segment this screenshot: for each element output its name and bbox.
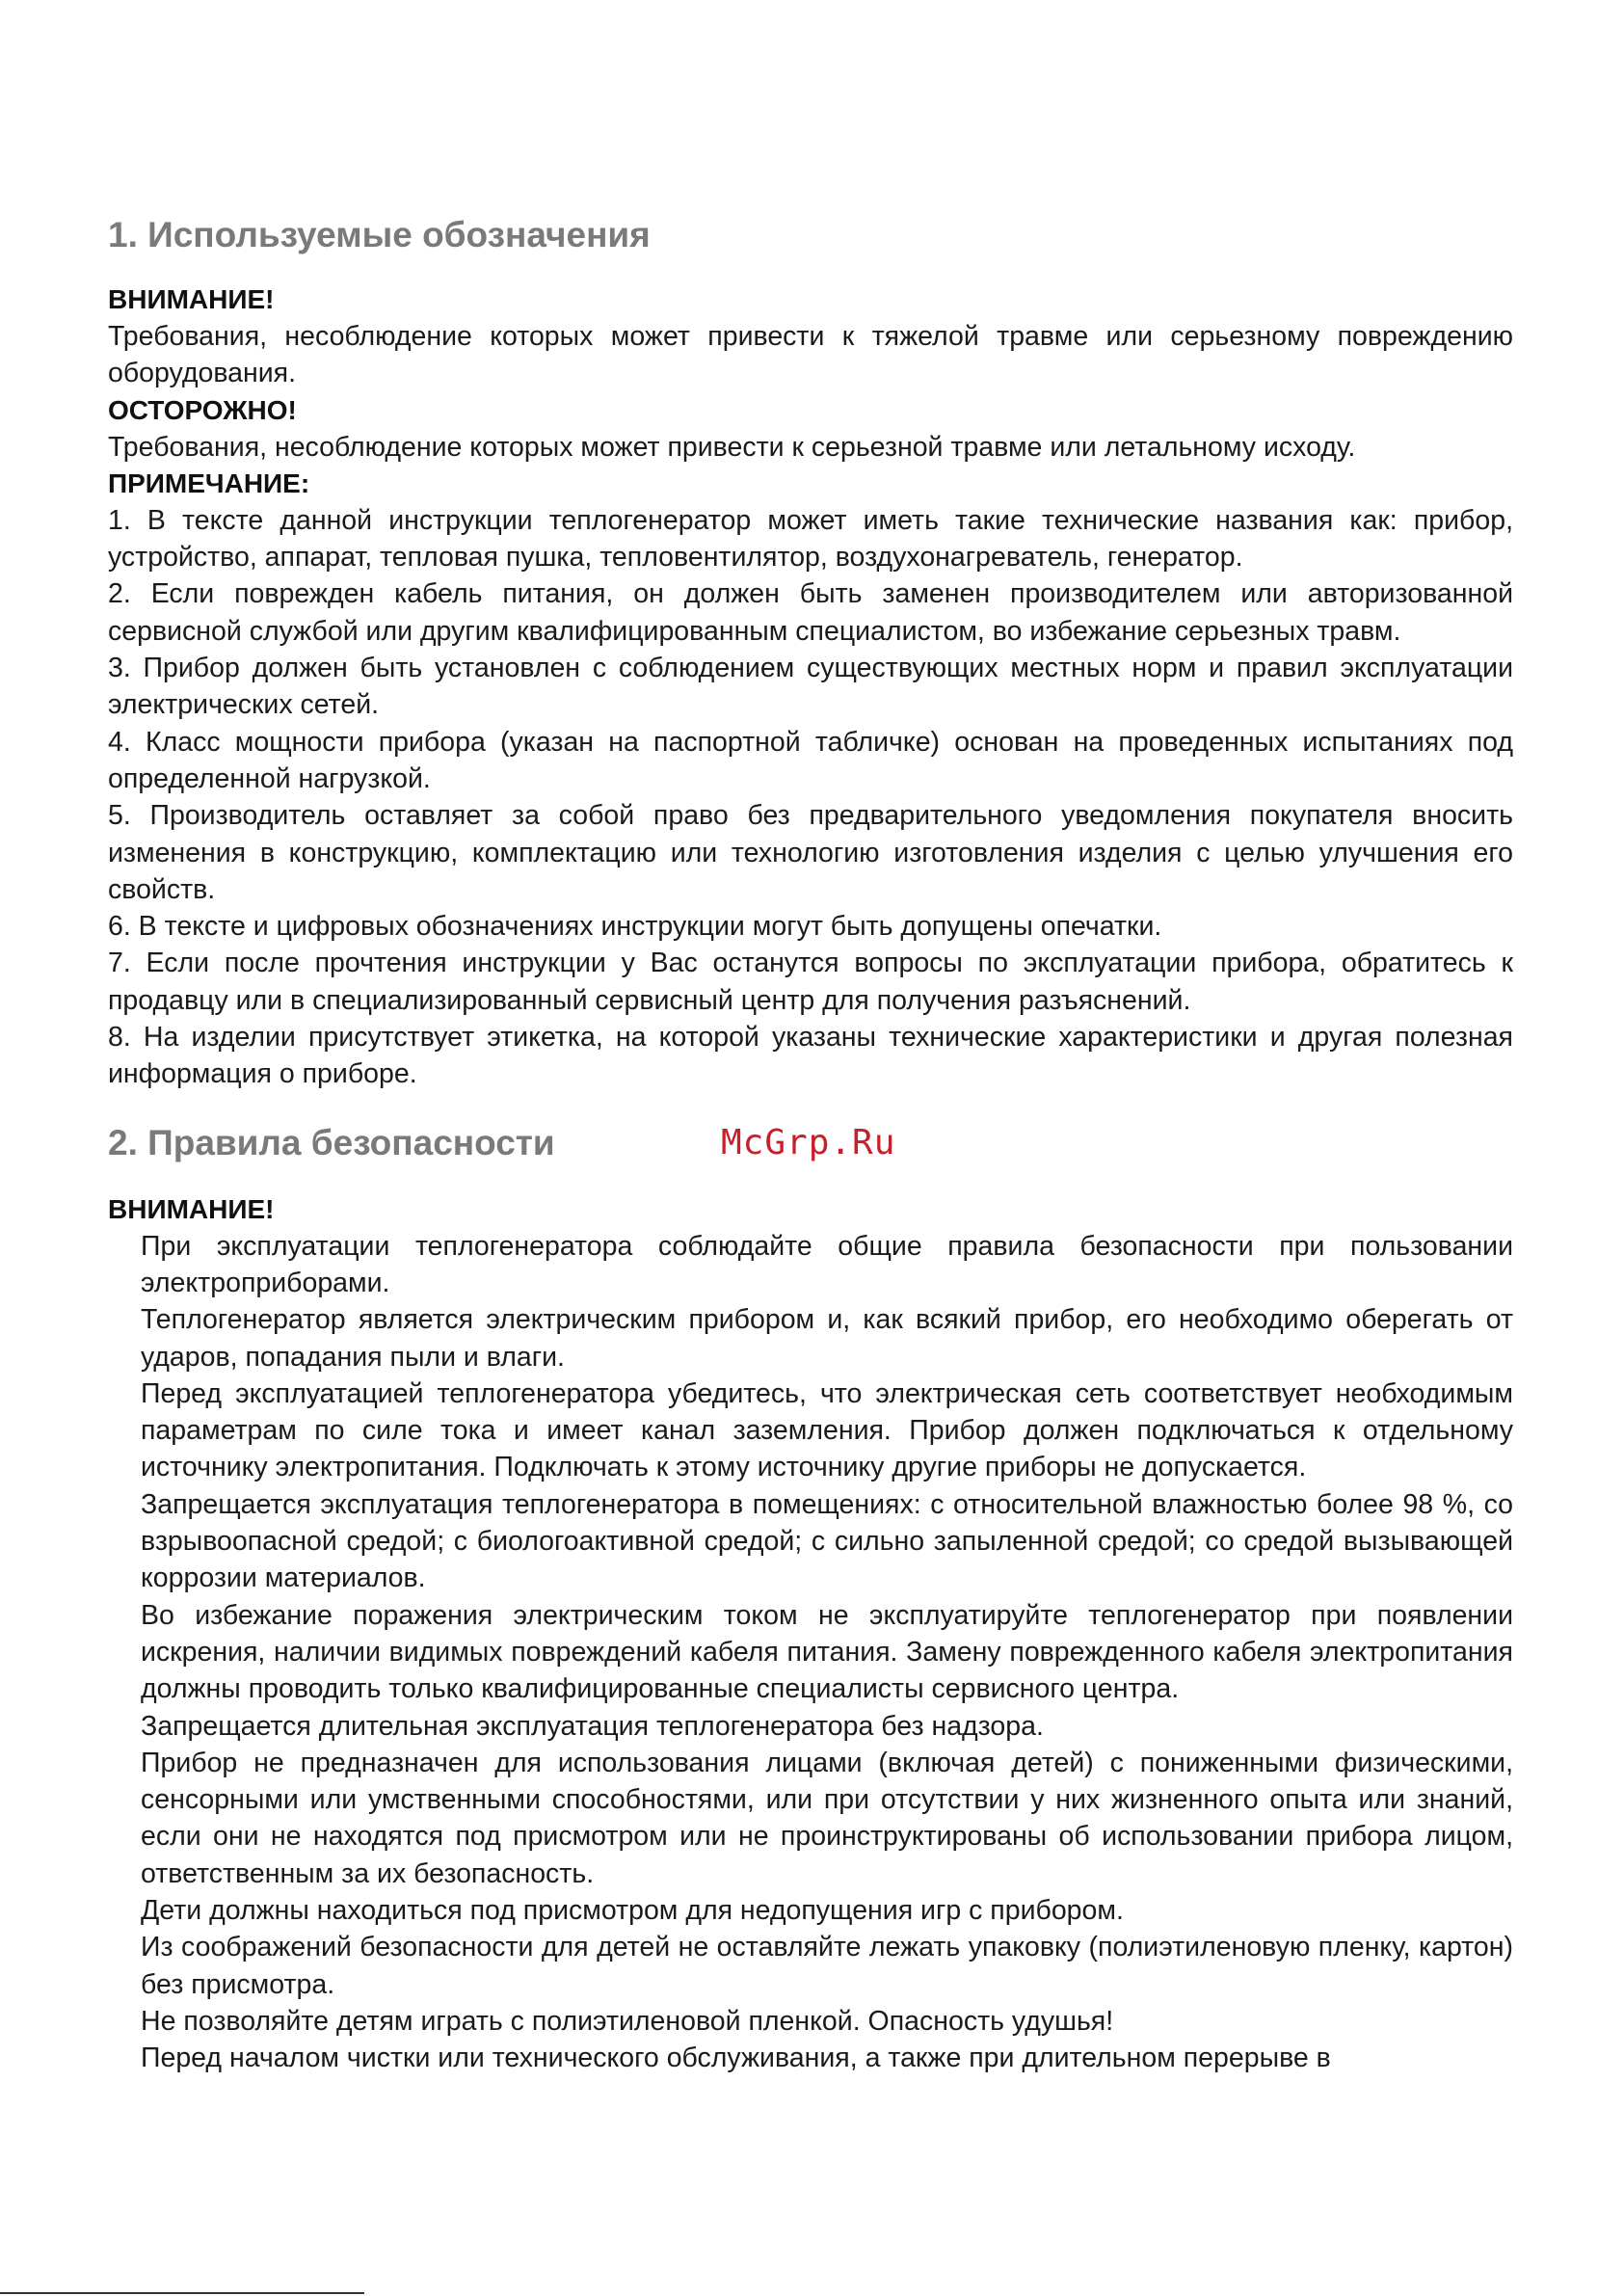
note-item: 8. На изделии присутствует этикетка, на которой указаны технические характеристики и другая полезная информация о приборе. bbox=[108, 1022, 1513, 1090]
notes-list bbox=[108, 502, 1513, 1093]
note-item: 5. Производитель оставляет за собой право без предварительного уведомления покупателя вносить изменения в конструкцию, комплектацию или технологию изготовления изделия с целью улучшения его свойств. bbox=[108, 800, 1513, 905]
safety-rules-list bbox=[108, 1228, 1513, 2077]
safety-rule: Дети должны находиться под присмотром для недопущения игр с прибором. bbox=[141, 1894, 1124, 1926]
warning-label: ВНИМАНИЕ! bbox=[108, 284, 275, 314]
note-label: ПРИМЕЧАНИЕ: bbox=[108, 467, 310, 498]
safety-rule: Прибор не предназначен для использования лицами (включая детей) с пониженными физическими, сенсорными или умственными способностями, или при отсутствии у них жизненного опыта или знаний, если они не находятся под присмотром или не проинструктированы об использовании прибора лицом, ответственным за их безопасность. bbox=[141, 1747, 1513, 1889]
section-title-safety-rules: 2. Правила безопасности bbox=[108, 1122, 555, 1162]
note-item: 7. Если после прочтения инструкции у Вас останутся вопросы по эксплуатации прибора, обратитесь к продавцу или в специализированный сервисный центр для получения разъяснений. bbox=[108, 948, 1513, 1016]
section-title-designations: 1. Используемые обозначения bbox=[108, 215, 651, 254]
note-item: 6. В тексте и цифровых обозначениях инструкции могут быть допущены опечатки. bbox=[108, 911, 1162, 943]
note-item: 2. Если поврежден кабель питания, он должен быть заменен производителем или авторизованной сервисной службой или другим квалифицированным специалистом, во избежание серьезных травм. bbox=[108, 578, 1513, 647]
safety-rule: Перед эксплуатацией теплогенератора убедитесь, что электрическая сеть соответствует необходимым параметрам по силе тока и имеет канал заземления. Прибор должен подключаться к отдельному источнику электропитания. Подключать к этому источнику другие приборы не допускается. bbox=[141, 1377, 1513, 1483]
safety-rule: Перед началом чистки или технического обслуживания, а также при длительном перерыве в bbox=[141, 2042, 1331, 2074]
caution-text: Требования, несоблюдение которых может привести к серьезной травме или летальному исходу. bbox=[108, 431, 1356, 463]
note-item: 3. Прибор должен быть установлен с соблюдением существующих местных норм и правил эксплуатации электрических сетей. bbox=[108, 653, 1513, 721]
safety-rule: При эксплуатации теплогенератора соблюдайте общие правила безопасности при пользовании электроприборами. bbox=[141, 1230, 1513, 1298]
watermark: McGrp.Ru bbox=[721, 1123, 896, 1162]
safety-rule: Не позволяйте детям играть с полиэтиленовой пленкой. Опасность удушья! bbox=[141, 2005, 1114, 2037]
safety-rule: Во избежание поражения электрическим током не эксплуатируйте теплогенератор при появлении искрения, наличии видимых повреждений кабеля питания. Замену поврежденного кабеля электропитания должны проводить только квалифицированные специалисты сервисного центра. bbox=[141, 1599, 1513, 1705]
footer-divider bbox=[0, 2292, 364, 2294]
safety-rule: Запрещается эксплуатация теплогенератора в помещениях: с относительной влажностью более 98 %, со взрывоопасной средой; с биологоактивной средой; с сильно запыленной средой; со средой вызывающей коррозии материалов. bbox=[141, 1488, 1513, 1594]
note-item: 4. Класс мощности прибора (указан на паспортной табличке) основан на проведенных испытаниях под определенной нагрузкой. bbox=[108, 726, 1513, 794]
note-item: 1. В тексте данной инструкции теплогенератор может иметь такие технические названия как: прибор, устройство, аппарат, тепловая пушка, тепловентилятор, воздухонагреватель, генератор. bbox=[108, 504, 1513, 574]
safety-rule: Теплогенератор является электрическим прибором и, как всякий прибор, его необходимо оберегать от ударов, попадания пыли и влаги. bbox=[141, 1304, 1513, 1373]
safety-rule: Запрещается длительная эксплуатация теплогенератора без надзора. bbox=[141, 1710, 1044, 1742]
safety-warning-label: ВНИМАНИЕ! bbox=[108, 1193, 275, 1224]
safety-rule: Из соображений безопасности для детей не оставляйте лежать упаковку (полиэтиленовую пленку, картон) без присмотра. bbox=[141, 1932, 1513, 2000]
warning-text: Требования, несоблюдение которых может привести к тяжелой травме или серьезному повреждению оборудования. bbox=[108, 321, 1513, 389]
caution-label: ОСТОРОЖНО! bbox=[108, 394, 297, 425]
